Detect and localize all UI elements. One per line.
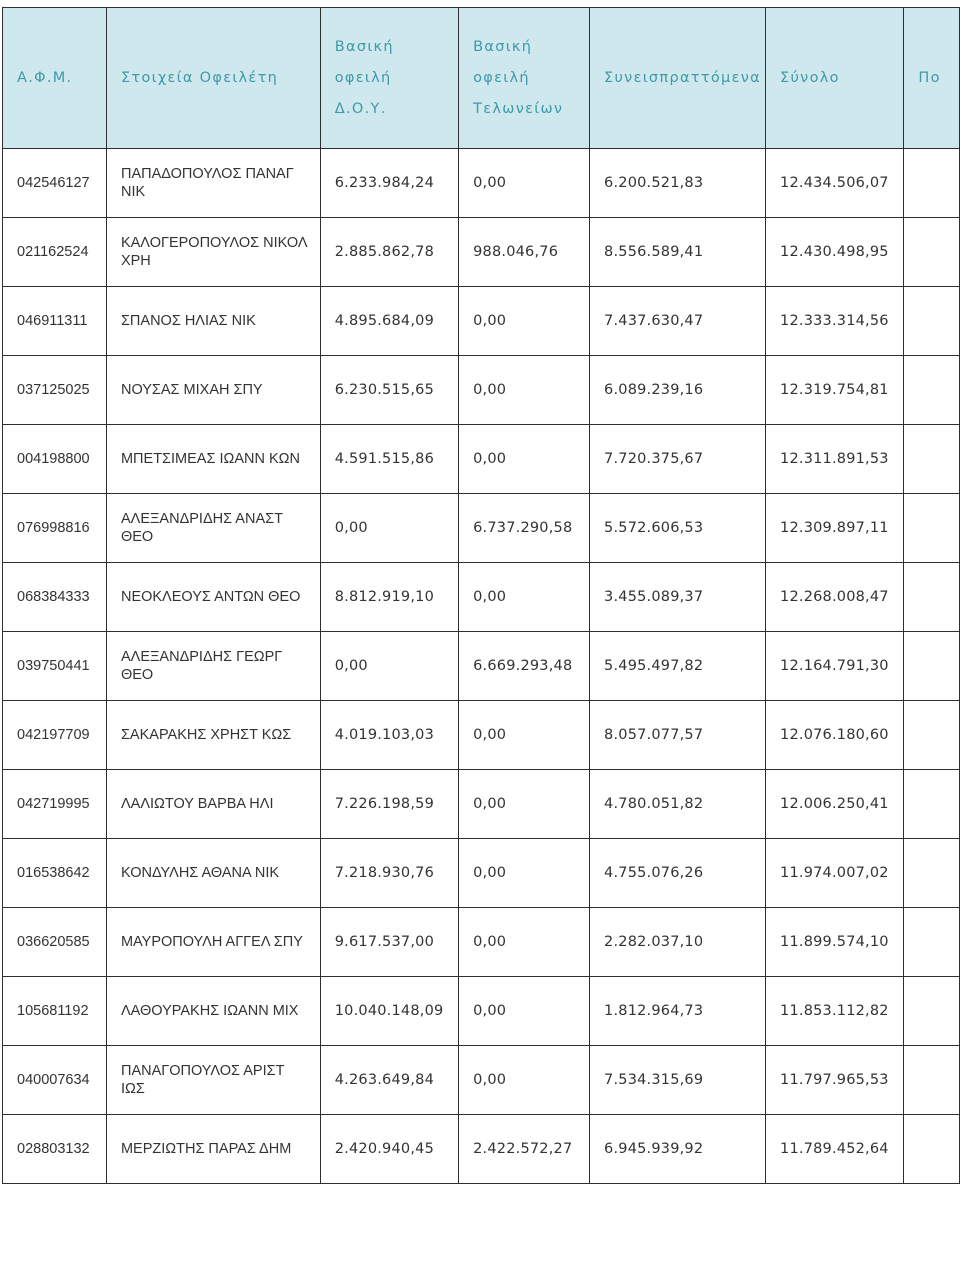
cell-collected: 7.534.315,69: [590, 1046, 766, 1115]
cell-doy-debt: 8.812.919,10: [320, 563, 458, 632]
header-customs-debt: [459, 8, 590, 149]
cell-customs-debt: 0,00: [459, 770, 590, 839]
cell-afm: 004198800: [3, 425, 107, 494]
cell-customs-debt: 0,00: [459, 1046, 590, 1115]
header-extra-truncated: Πο: [904, 8, 960, 149]
cell-doy-debt: 7.218.930,76: [320, 839, 458, 908]
cell-debtor-name: ΜΠΕΤΣΙΜΕΑΣ ΙΩΑΝΝ ΚΩΝ: [106, 425, 320, 494]
cell-customs-debt: 0,00: [459, 908, 590, 977]
cell-debtor-name: ΛΑΛΙΩΤΟΥ ΒΑΡΒΑ ΗΛΙ: [106, 770, 320, 839]
header-customs-line-3: Τελωνείων: [473, 100, 564, 117]
cell-customs-debt: 0,00: [459, 356, 590, 425]
cell-afm: 042197709: [3, 701, 107, 770]
cell-total: 11.853.112,82: [766, 977, 904, 1046]
cell-customs-debt: 6.669.293,48: [459, 632, 590, 701]
cell-afm: 028803132: [3, 1115, 107, 1184]
cell-debtor-name: ΠΑΝΑΓΟΠΟΥΛΟΣ ΑΡΙΣΤ ΙΩΣ: [106, 1046, 320, 1115]
cell-collected: 4.780.051,82: [590, 770, 766, 839]
cell-doy-debt: 6.230.515,65: [320, 356, 458, 425]
cell-customs-debt: 2.422.572,27: [459, 1115, 590, 1184]
cell-extra-truncated: [904, 632, 960, 701]
table-row: [3, 218, 960, 287]
header-afm: Α.Φ.Μ.: [3, 8, 107, 149]
table-row: [3, 770, 960, 839]
cell-debtor-name: ΠΑΠΑΔΟΠΟΥΛΟΣ ΠΑΝΑΓ ΝΙΚ: [106, 149, 320, 218]
cell-extra-truncated: [904, 149, 960, 218]
table-row: [3, 1115, 960, 1184]
cell-extra-truncated: [904, 494, 960, 563]
cell-total: 12.164.791,30: [766, 632, 904, 701]
cell-total: 12.309.897,11: [766, 494, 904, 563]
cell-collected: 4.755.076,26: [590, 839, 766, 908]
cell-debtor-name: ΚΟΝΔΥΛΗΣ ΑΘΑΝΑ ΝΙΚ: [106, 839, 320, 908]
cell-collected: 2.282.037,10: [590, 908, 766, 977]
cell-collected: 5.572.606,53: [590, 494, 766, 563]
cell-doy-debt: 2.885.862,78: [320, 218, 458, 287]
cell-total: 11.899.574,10: [766, 908, 904, 977]
cell-total: 12.076.180,60: [766, 701, 904, 770]
cell-afm: 040007634: [3, 1046, 107, 1115]
cell-extra-truncated: [904, 218, 960, 287]
cell-debtor-name: ΝΕΟΚΛΕΟΥΣ ΑΝΤΩΝ ΘΕΟ: [106, 563, 320, 632]
cell-extra-truncated: [904, 770, 960, 839]
cell-doy-debt: 4.591.515,86: [320, 425, 458, 494]
cell-customs-debt: 0,00: [459, 701, 590, 770]
cell-doy-debt: 7.226.198,59: [320, 770, 458, 839]
table-row: [3, 701, 960, 770]
header-debtor: Στοιχεία Οφειλέτη: [106, 8, 320, 149]
cell-extra-truncated: [904, 356, 960, 425]
table-row: [3, 839, 960, 908]
table-row: [3, 494, 960, 563]
cell-customs-debt: 0,00: [459, 977, 590, 1046]
cell-afm: 039750441: [3, 632, 107, 701]
cell-doy-debt: 4.019.103,03: [320, 701, 458, 770]
table-row: [3, 563, 960, 632]
cell-total: 11.789.452,64: [766, 1115, 904, 1184]
cell-afm: 037125025: [3, 356, 107, 425]
cell-customs-debt: 0,00: [459, 287, 590, 356]
cell-debtor-name: ΑΛΕΞΑΝΔΡΙΔΗΣ ΓΕΩΡΓ ΘΕΟ: [106, 632, 320, 701]
header-doy-debt: [320, 8, 458, 149]
cell-collected: 7.720.375,67: [590, 425, 766, 494]
cell-afm: 068384333: [3, 563, 107, 632]
cell-doy-debt: 9.617.537,00: [320, 908, 458, 977]
header-total: Σύνολο: [766, 8, 904, 149]
header-customs-line-1: Βασική: [473, 38, 533, 55]
cell-customs-debt: 0,00: [459, 149, 590, 218]
cell-collected: 6.200.521,83: [590, 149, 766, 218]
cell-doy-debt: 6.233.984,24: [320, 149, 458, 218]
cell-collected: 8.057.077,57: [590, 701, 766, 770]
cell-doy-debt: 10.040.148,09: [320, 977, 458, 1046]
debtors-table: [2, 7, 960, 1184]
table-row: [3, 632, 960, 701]
cell-extra-truncated: [904, 701, 960, 770]
cell-debtor-name: ΜΑΥΡΟΠΟΥΛΗ ΑΓΓΕΛ ΣΠΥ: [106, 908, 320, 977]
table-body: [3, 149, 960, 1184]
cell-total: 12.434.506,07: [766, 149, 904, 218]
cell-total: 11.797.965,53: [766, 1046, 904, 1115]
cell-debtor-name: ΣΠΑΝΟΣ ΗΛΙΑΣ ΝΙΚ: [106, 287, 320, 356]
table-row: [3, 287, 960, 356]
cell-customs-debt: 0,00: [459, 425, 590, 494]
cell-afm: 036620585: [3, 908, 107, 977]
cell-collected: 6.089.239,16: [590, 356, 766, 425]
cell-debtor-name: ΚΑΛΟΓΕΡΟΠΟΥΛΟΣ ΝΙΚΟΛ ΧΡΗ: [106, 218, 320, 287]
cell-customs-debt: 988.046,76: [459, 218, 590, 287]
cell-doy-debt: 0,00: [320, 632, 458, 701]
table-row: [3, 1046, 960, 1115]
cell-afm: 021162524: [3, 218, 107, 287]
cell-afm: 105681192: [3, 977, 107, 1046]
cell-collected: 7.437.630,47: [590, 287, 766, 356]
cell-total: 12.333.314,56: [766, 287, 904, 356]
cell-extra-truncated: [904, 908, 960, 977]
cell-debtor-name: ΛΑΘΟΥΡΑΚΗΣ ΙΩΑΝΝ ΜΙΧ: [106, 977, 320, 1046]
table-row: [3, 425, 960, 494]
cell-total: 12.311.891,53: [766, 425, 904, 494]
cell-afm: 046911311: [3, 287, 107, 356]
cell-afm: 042546127: [3, 149, 107, 218]
cell-debtor-name: ΜΕΡΖΙΩΤΗΣ ΠΑΡΑΣ ΔΗΜ: [106, 1115, 320, 1184]
table-row: [3, 977, 960, 1046]
table-row: [3, 149, 960, 218]
cell-doy-debt: 4.263.649,84: [320, 1046, 458, 1115]
cell-extra-truncated: [904, 425, 960, 494]
cell-extra-truncated: [904, 563, 960, 632]
cell-collected: 1.812.964,73: [590, 977, 766, 1046]
cell-customs-debt: 0,00: [459, 839, 590, 908]
cell-afm: 076998816: [3, 494, 107, 563]
header-doy-line-3: Δ.Ο.Υ.: [334, 100, 387, 117]
cell-total: 12.006.250,41: [766, 770, 904, 839]
cell-total: 11.974.007,02: [766, 839, 904, 908]
cell-extra-truncated: [904, 1115, 960, 1184]
cell-doy-debt: 0,00: [320, 494, 458, 563]
cell-debtor-name: ΝΟΥΣΑΣ ΜΙΧΑΗ ΣΠΥ: [106, 356, 320, 425]
table-row: [3, 908, 960, 977]
cell-afm: 016538642: [3, 839, 107, 908]
cell-extra-truncated: [904, 287, 960, 356]
cell-extra-truncated: [904, 839, 960, 908]
cell-collected: 3.455.089,37: [590, 563, 766, 632]
cell-doy-debt: 4.895.684,09: [320, 287, 458, 356]
cell-doy-debt: 2.420.940,45: [320, 1115, 458, 1184]
cell-afm: 042719995: [3, 770, 107, 839]
cell-total: 12.430.498,95: [766, 218, 904, 287]
header-doy-line-2: οφειλή: [334, 69, 392, 86]
header-customs-line-2: οφειλή: [473, 69, 530, 86]
cell-debtor-name: ΑΛΕΞΑΝΔΡΙΔΗΣ ΑΝΑΣΤ ΘΕΟ: [106, 494, 320, 563]
cell-collected: 5.495.497,82: [590, 632, 766, 701]
cell-total: 12.319.754,81: [766, 356, 904, 425]
header-row: [3, 8, 960, 149]
table-row: [3, 356, 960, 425]
cell-collected: 8.556.589,41: [590, 218, 766, 287]
cell-extra-truncated: [904, 977, 960, 1046]
header-collected: Συνεισπραττόμενα: [590, 8, 766, 149]
cell-total: 12.268.008,47: [766, 563, 904, 632]
cell-debtor-name: ΣΑΚΑΡΑΚΗΣ ΧΡΗΣΤ ΚΩΣ: [106, 701, 320, 770]
cell-customs-debt: 6.737.290,58: [459, 494, 590, 563]
cell-customs-debt: 0,00: [459, 563, 590, 632]
cell-collected: 6.945.939,92: [590, 1115, 766, 1184]
cell-extra-truncated: [904, 1046, 960, 1115]
header-doy-line-1: Βασική: [334, 38, 394, 55]
